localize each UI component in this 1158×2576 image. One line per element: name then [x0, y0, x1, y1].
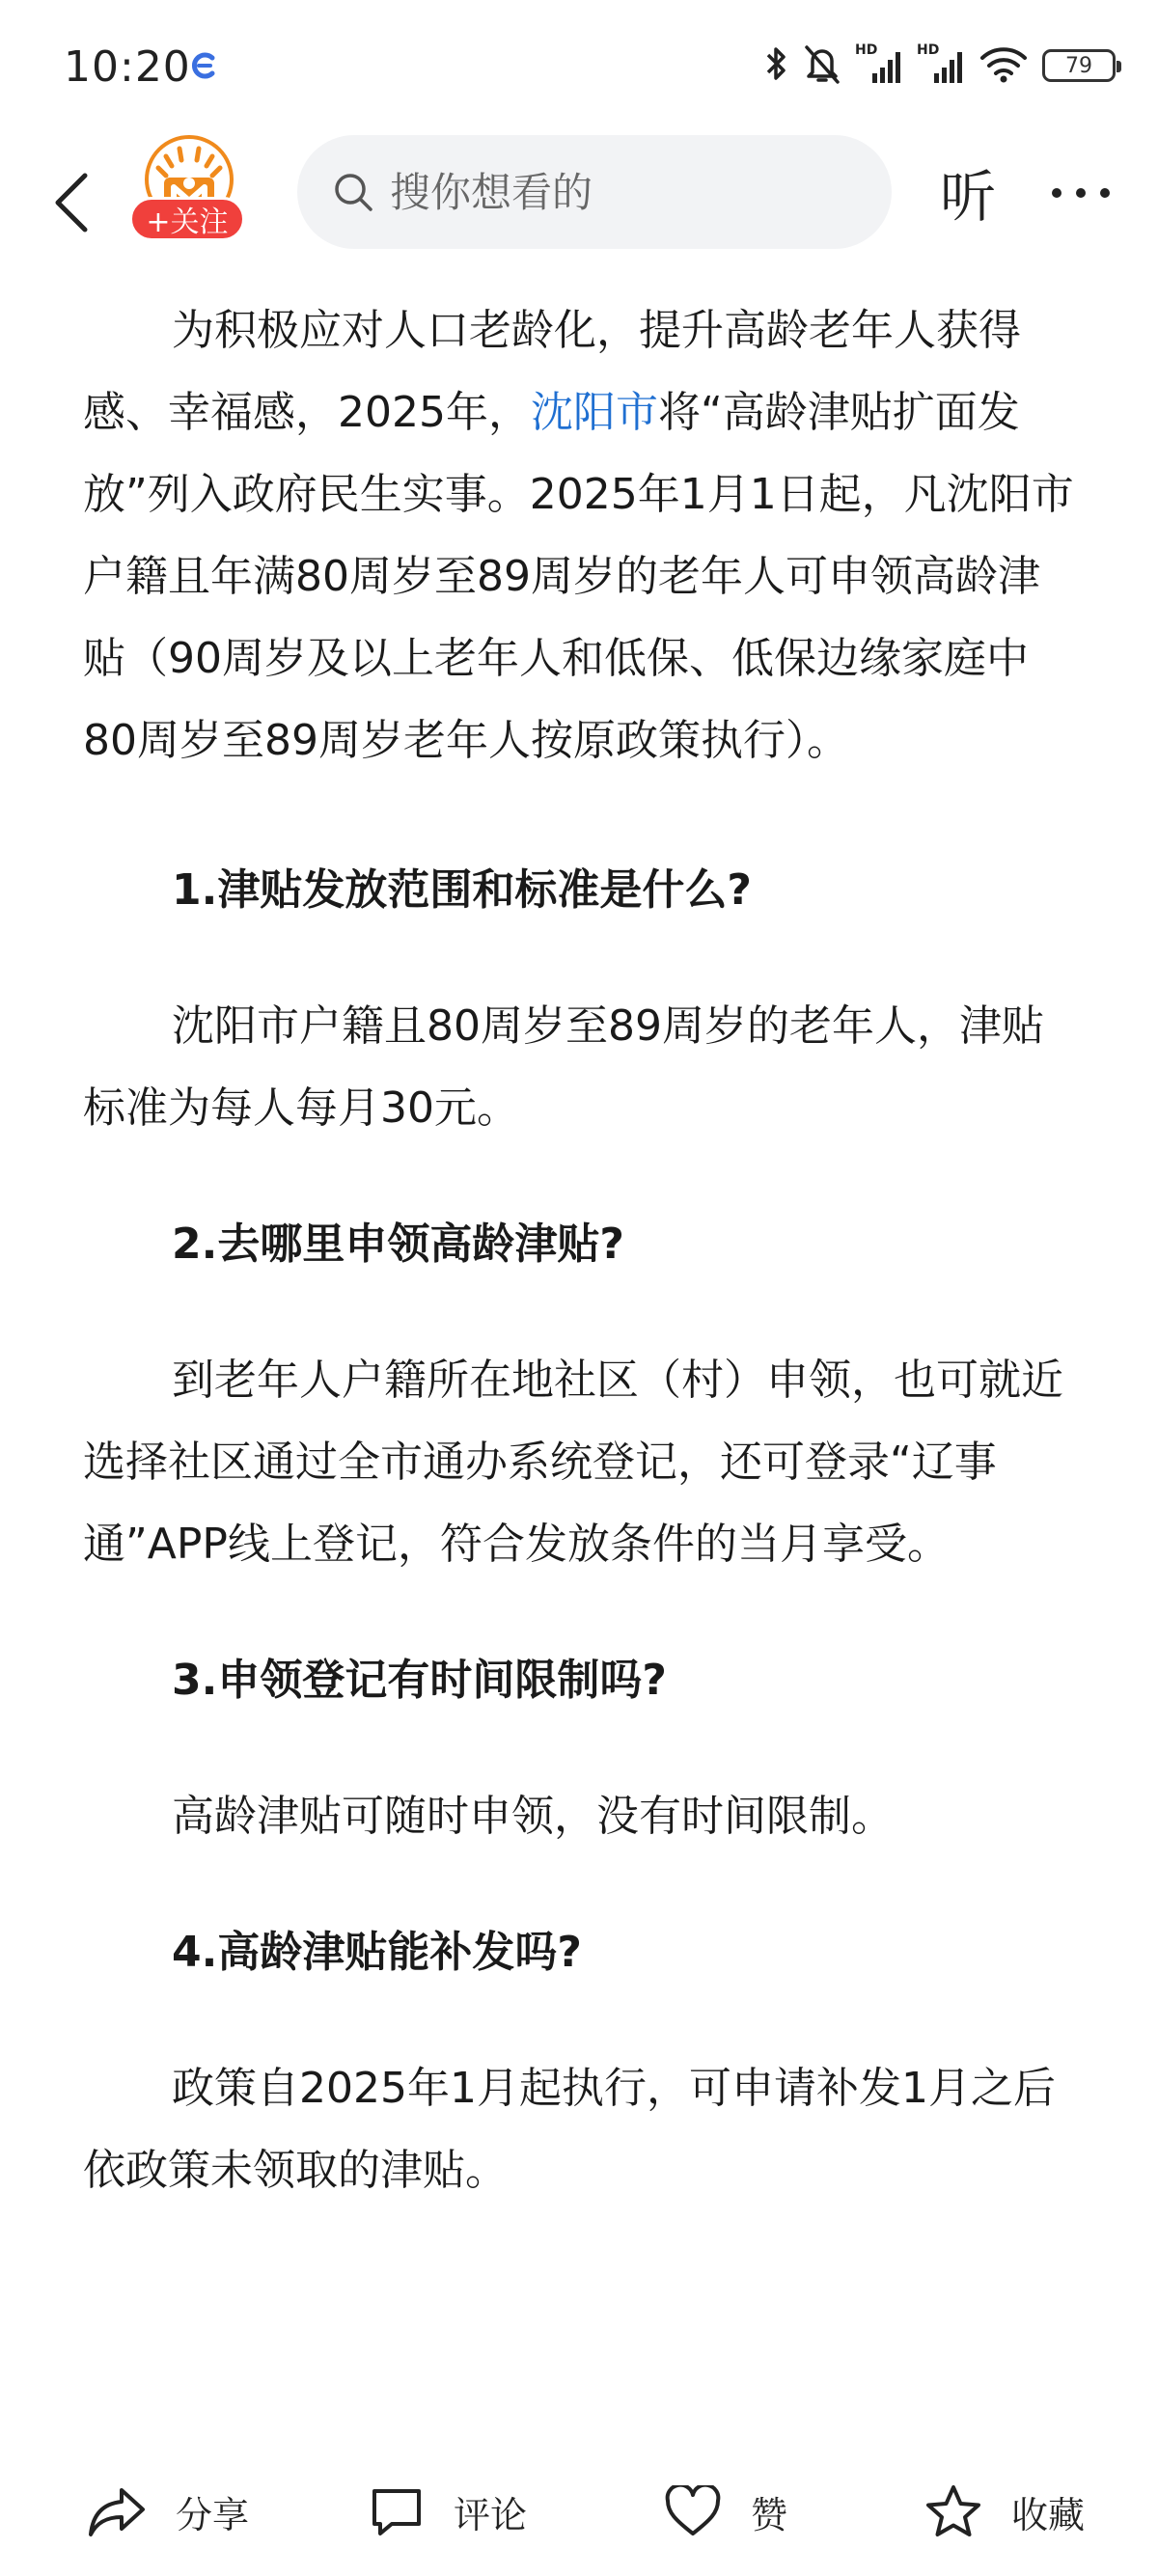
article-paragraph-3: 到老年人户籍所在地社区（村）申领，也可就近选择社区通过全市通办系统登记，还可登录“辽事通”APP线上登记，符合发放条件的当月享受。 [83, 1356, 1063, 1569]
status-icons [764, 42, 1116, 89]
chevron-left-icon [52, 172, 91, 233]
bottom-action-bar [0, 2458, 1158, 2564]
share-button[interactable] [87, 2458, 249, 2564]
comment-button[interactable] [369, 2458, 527, 2564]
section-heading-4: 4.高龄津贴能补发吗? [172, 1928, 582, 1977]
follow-button[interactable]: +关注 [129, 197, 245, 241]
back-button[interactable] [42, 154, 100, 251]
status-time: 10:20 [64, 42, 191, 92]
favorite-label: 收藏 [1011, 2493, 1086, 2536]
comment-icon [369, 2485, 425, 2537]
star-icon [924, 2483, 982, 2539]
share-icon [87, 2484, 147, 2538]
section-heading-2: 2.去哪里申领高龄津贴? [172, 1219, 624, 1269]
favorite-button[interactable] [924, 2458, 1085, 2564]
more-dots-icon [1047, 183, 1115, 203]
top-nav-bar [0, 135, 1158, 280]
app-notification-icon [189, 50, 220, 81]
search-input[interactable] [388, 168, 855, 217]
share-label: 分享 [176, 2493, 250, 2536]
like-button[interactable] [664, 2458, 787, 2564]
wifi-icon [979, 44, 1029, 87]
signal-hd-label-2: HD [917, 42, 940, 58]
paragraph-text: 为积极应对人口老龄化，提升高龄老年人获得感、幸福感，2025年， [83, 306, 1021, 437]
mute-bell-icon [803, 43, 841, 88]
city-link[interactable]: 沈阳市 [530, 388, 658, 437]
battery-icon [1042, 49, 1116, 82]
search-icon [332, 171, 374, 213]
article-paragraph-2: 沈阳市户籍且80周岁至89周岁的老年人，津贴标准为每人每月30元。 [83, 1001, 1044, 1133]
like-label: 赞 [751, 2493, 788, 2536]
paragraph-text: 将“高龄津贴扩面发放”列入政府民生实事。2025年1月1日起，凡沈阳市户籍且年满80周岁至89周岁的老年人可申领高龄津贴（90周岁及以上老年人和低保、低保边缘家庭中80周岁至89周岁老年人按原政策执行）。 [83, 388, 1074, 765]
signal-hd-label: HD [855, 42, 878, 58]
signal-icon [855, 42, 903, 85]
more-button[interactable] [1042, 154, 1119, 232]
signal-icon-2 [917, 42, 965, 85]
article-paragraph-4: 高龄津贴可随时申领，没有时间限制。 [172, 1792, 894, 1841]
battery-level: 79 [1065, 53, 1092, 78]
listen-button[interactable]: 听 [940, 164, 997, 230]
heart-icon [664, 2485, 722, 2537]
comment-label: 评论 [454, 2493, 528, 2536]
article-body [83, 289, 1077, 2211]
section-heading-1: 1.津贴发放范围和标准是什么? [172, 865, 752, 915]
article-paragraph-1 [83, 289, 1077, 781]
status-bar [0, 0, 1158, 135]
article-paragraph-5: 政策自2025年1月起执行，可申请补发1月之后依政策未领取的津贴。 [83, 2064, 1056, 2195]
bluetooth-icon [764, 44, 789, 87]
section-heading-3: 3.申领登记有时间限制吗? [172, 1656, 667, 1705]
search-box[interactable] [297, 135, 892, 249]
